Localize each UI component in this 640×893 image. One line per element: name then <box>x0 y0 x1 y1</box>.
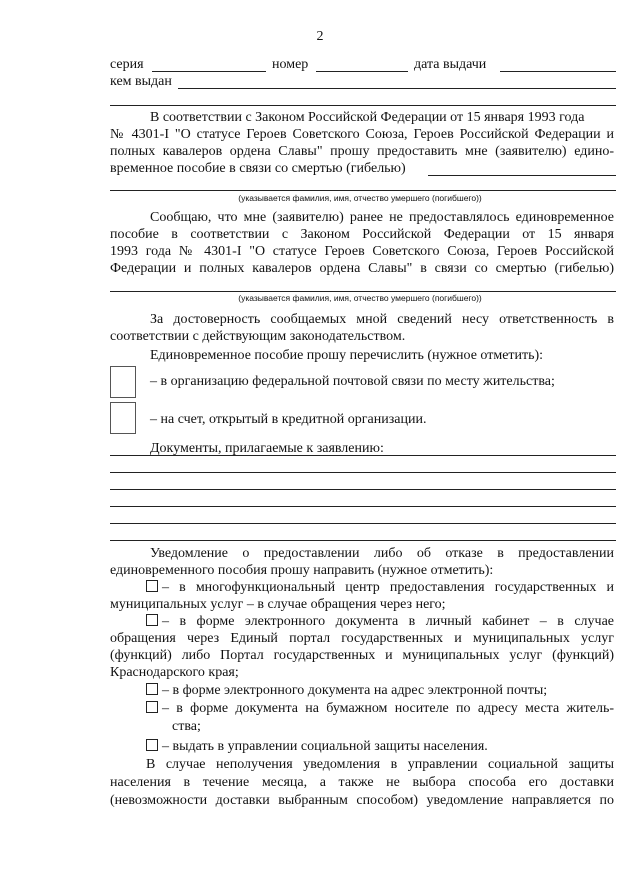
issued-by-field-2[interactable] <box>110 105 616 106</box>
documents-line-3[interactable] <box>110 489 616 490</box>
page-number: 2 <box>316 29 324 44</box>
number-label: номер <box>272 57 309 72</box>
notice-caption: (указывается фамилия, имя, отчество умершего (погибшего)) <box>238 293 482 303</box>
series-label: серия <box>110 57 144 72</box>
notice-line-3: 1993 года № 4301-I "О статусе Героев Советского Союза, Героев Российской <box>110 244 614 259</box>
notify-office-checkbox[interactable] <box>146 739 158 751</box>
payment-post-label: – в организацию федеральной почтовой связи по месту жительства; <box>150 374 555 389</box>
notify-mfc-text-1: – в многофункциональный центр предоставления государственных и <box>162 580 614 595</box>
number-field[interactable] <box>316 71 408 72</box>
request-line-1: В соответствии с Законом Российской Федерации от 15 января 1993 года <box>150 110 585 125</box>
notify-cabinet-line-3: (функций) либо Портал государственных и муниципальных услуг (функций) <box>110 648 614 663</box>
notify-office-text: – выдать в управлении социальной защиты населения. <box>162 739 488 754</box>
responsibility-line-2: соответствии с действующим законодательством. <box>110 329 406 344</box>
documents-line-6[interactable] <box>110 540 616 541</box>
notify-paper-text-1: – в форме документа на бумажном носителе по адресу места житель- <box>162 701 614 716</box>
payment-intro: Единовременное пособие прошу перечислить (нужное отметить): <box>150 348 544 363</box>
series-field[interactable] <box>152 71 266 72</box>
deceased-name-field[interactable] <box>428 175 616 176</box>
closing-line-3: (невозможности доставки выбранным способом) уведомление направляется по <box>110 793 614 808</box>
notice-line-1: Сообщаю, что мне (заявителю) ранее не предоставлялось единовременное <box>150 210 614 225</box>
issue-date-label: дата выдачи <box>414 57 487 72</box>
notify-email-line[interactable] <box>146 682 547 699</box>
notify-paper-checkbox[interactable] <box>146 701 158 713</box>
notify-email-checkbox[interactable] <box>146 683 158 695</box>
request-line-4: временное пособие в связи со смертью (гибелью) <box>110 161 406 176</box>
notify-office-line[interactable] <box>146 738 488 755</box>
notify-mfc-checkbox[interactable] <box>146 580 158 592</box>
notice-line-2: пособие в соответствии с Законом Российской Федерации от 15 января <box>110 227 614 242</box>
notice-line-4: Федерации и полных кавалеров ордена Славы" в связи со смертью (гибелью) <box>110 261 614 276</box>
payment-bank-label: – на счет, открытый в кредитной организации. <box>150 412 427 427</box>
deceased-name-field-2[interactable] <box>110 190 616 191</box>
request-line-2: № 4301-I "О статусе Героев Советского Союза, Героев Российской Федерации и <box>110 127 614 142</box>
deceased-name-field-3[interactable] <box>110 291 616 292</box>
notify-cabinet-line-2: обращения через Единый портал государственных и муниципальных услуг <box>110 631 614 646</box>
notification-intro-2: единовременного пособия прошу направить (нужное отметить): <box>110 563 494 578</box>
issued-by-label: кем выдан <box>110 74 172 89</box>
notify-cabinet-checkbox[interactable] <box>146 614 158 626</box>
documents-line-5[interactable] <box>110 523 616 524</box>
payment-post-checkbox[interactable] <box>110 366 136 398</box>
notify-paper-line-1[interactable] <box>146 700 614 717</box>
responsibility-line-1: За достоверность сообщаемых мной сведений несу ответственность в <box>150 312 614 327</box>
notify-cabinet-line-1[interactable] <box>146 613 614 630</box>
closing-line-2: населения в течение месяца, а также не выбора способа его доставки <box>110 775 614 790</box>
documents-line-2[interactable] <box>110 472 616 473</box>
notify-mfc-line-2: муниципальных услуг – в случае обращения через него; <box>110 597 446 612</box>
issued-by-field[interactable] <box>178 88 616 89</box>
notify-mfc-line-1[interactable] <box>146 579 614 596</box>
documents-label: Документы, прилагаемые к заявлению: <box>150 441 384 456</box>
notify-paper-line-2: ства; <box>172 719 201 734</box>
notify-email-text: – в форме электронного документа на адрес электронной почты; <box>162 683 548 698</box>
documents-line-4[interactable] <box>110 506 616 507</box>
payment-bank-checkbox[interactable] <box>110 402 136 434</box>
issue-date-field[interactable] <box>500 71 616 72</box>
request-caption: (указывается фамилия, имя, отчество умершего (погибшего)) <box>238 193 482 203</box>
notification-intro-1: Уведомление о предоставлении либо об отказе в предоставлении <box>150 546 614 561</box>
documents-line-1[interactable] <box>110 455 616 456</box>
notify-cabinet-line-4: Краснодарского края; <box>110 665 239 680</box>
request-line-3: полных кавалеров ордена Славы" прошу предоставить мне (заявителю) едино- <box>110 144 614 159</box>
closing-line-1: В случае неполучения уведомления в управлении социальной защиты <box>146 757 614 772</box>
notify-cabinet-text-1: – в форме электронного документа в личный кабинет – в случае <box>162 614 614 629</box>
